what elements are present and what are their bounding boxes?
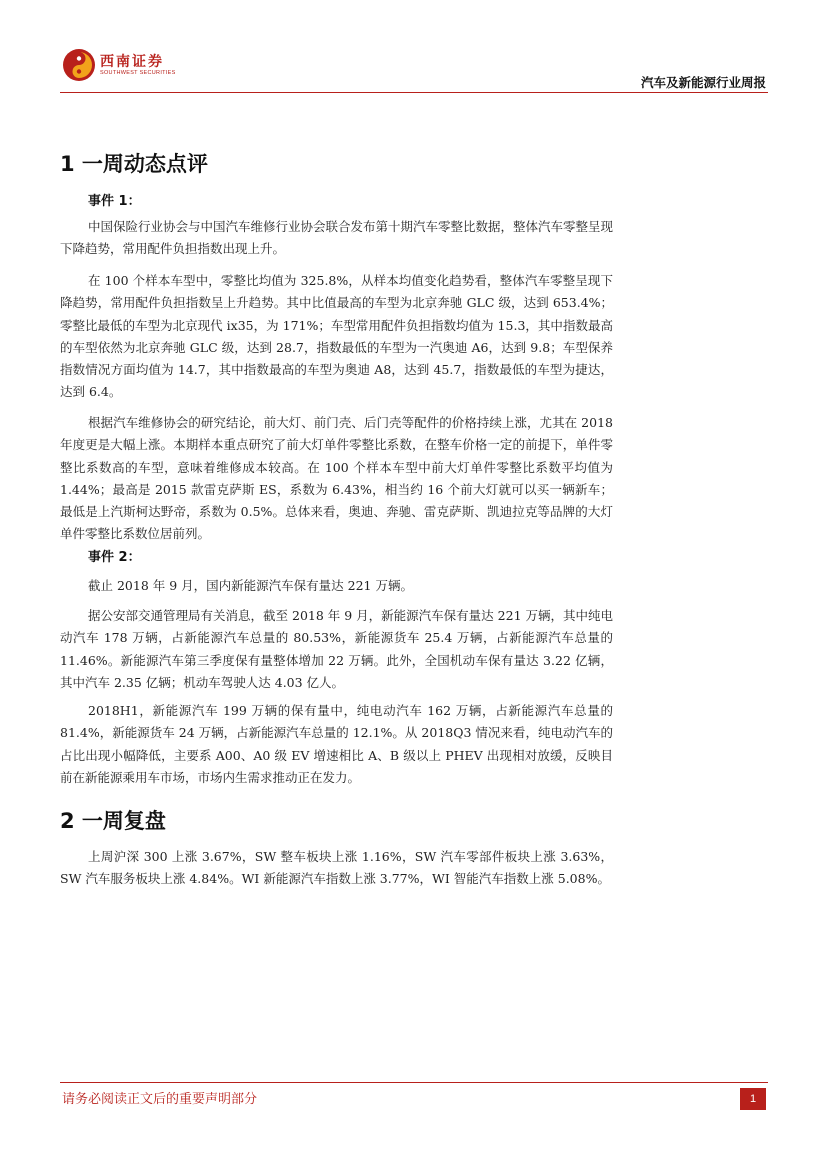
logo-mark-icon bbox=[62, 48, 96, 82]
event-1-paragraph: 根据汽车维修协会的研究结论，前大灯、前门壳、后门壳等配件的价格持续上涨，尤其在 2018 年度更是大幅上涨。本期样本重点研究了前大灯单件零整比系数，在整车价格一定的前提下，单件零整比系数高的车型，意味着维修成本较高。在 100 个样本车型中前大灯单件零整比系数平均值为 1.44%；最高是 2015 款雷克萨斯 ES，系数为 6.43%，相当约 16 个前大灯就可以买一辆新车；最低是上汽斯柯达野帝，系数为 0.5%。总体来看，奥迪、奔驰、雷克萨斯、凯迪拉克等品牌的大灯单件零整比系数位居前列。 bbox=[60, 415, 613, 542]
event-2-label: 事件 2： bbox=[88, 550, 141, 565]
footer-disclaimer: 请务必阅读正文后的重要声明部分 bbox=[62, 1092, 258, 1107]
event-1-label: 事件 1： bbox=[88, 194, 141, 209]
event-1-paragraph: 在 100 个样本车型中，零整比均值为 325.8%，从样本均值变化趋势看，整体汽车零整呈现下降趋势，常用配件负担指数呈上升趋势。其中比值最高的车型为北京奔驰 GLC 级，达到 653.4%；零整比最低的车型为北京现代 ix35，为 171%；车型常用配件负担指数均值为 15.3，其中指数最高的车型依然为北京奔驰 GLC 级，达到 28.7，指数最低的车型为一汽奥迪 A6，达到 9.8；车型保养指数情况方面均值为 14.7，其中指数最高的车型为奥迪 A8，达到 45.7，指数最低的车型为捷达，达到 6.4。 bbox=[60, 273, 613, 400]
event-2-paragraph: 2018H1，新能源汽车 199 万辆的保有量中，纯电动汽车 162 万辆，占新能源汽车总量的 81.4%，新能源货车 24 万辆，占新能源汽车总量的 12.1%。从 2018Q3 情况来看，纯电动汽车的占比出现小幅降低，主要系 A00、A0 级 EV 增速相比 A、B 级以上 PHEV 出现相对放缓，反映目前在新能源乘用车市场，市场内生需求推动正在发力。 bbox=[60, 703, 613, 785]
footer-divider bbox=[60, 1082, 768, 1083]
event-2-paragraph: 截止 2018 年 9 月，国内新能源汽车保有量达 221 万辆。 bbox=[88, 578, 413, 593]
company-logo bbox=[62, 48, 176, 82]
event-2-paragraph: 据公安部交通管理局有关消息，截至 2018 年 9 月，新能源汽车保有量达 221 万辆，其中纯电动汽车 178 万辆，占新能源汽车总量的 80.53%，新能源货车 25.4 万辆，占新能源汽车总量的 11.46%。新能源汽车第三季度保有量整体增加 22 万辆。此外，全国机动车保有量达 3.22 亿辆，其中汽车 2.35 亿辆；机动车驾驶人达 4.03 亿人。 bbox=[60, 608, 613, 690]
section-heading-2: 2 一周复盘 bbox=[60, 809, 166, 833]
page-header bbox=[0, 0, 827, 95]
report-title: 汽车及新能源行业周报 bbox=[640, 75, 766, 90]
logo-chinese-name: 西南证券 bbox=[100, 53, 164, 70]
event-1-paragraph: 中国保险行业协会与中国汽车维修行业协会联合发布第十期汽车零整比数据，整体汽车零整呈现下降趋势，常用配件负担指数出现上升。 bbox=[60, 219, 614, 257]
market-review-paragraph: 上周沪深 300 上涨 3.67%，SW 整车板块上涨 1.16%，SW 汽车零部件板块上涨 3.63%，SW 汽车服务板块上涨 4.84%。WI 新能源汽车指数上涨 3.77%，WI 智能汽车指数上涨 5.08%。 bbox=[60, 849, 613, 887]
section-heading-1: 1 一周动态点评 bbox=[60, 152, 208, 176]
header-divider bbox=[60, 92, 768, 93]
logo-english-name: SOUTHWEST SECURITIES bbox=[100, 69, 176, 76]
page-number: 1 bbox=[740, 1088, 766, 1110]
